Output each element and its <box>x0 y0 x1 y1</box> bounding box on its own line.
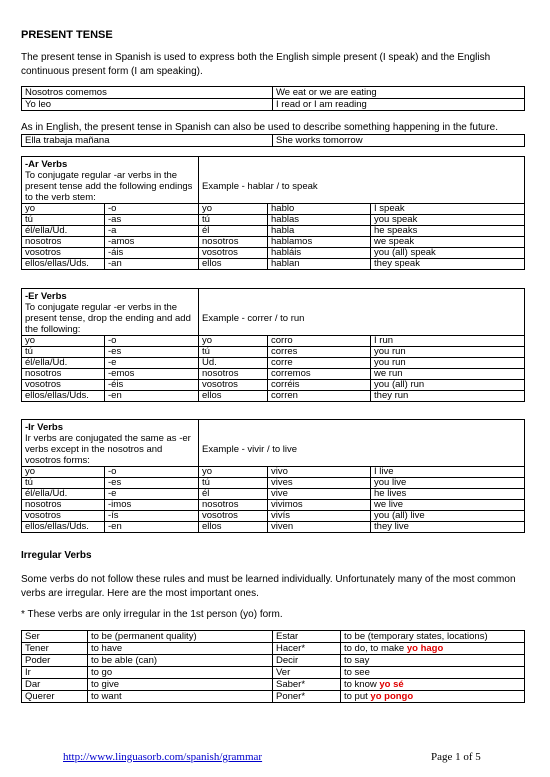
translation-cell: I run <box>371 336 525 347</box>
verb-cell: Ver <box>273 667 341 679</box>
irregular-heading: Irregular Verbs <box>21 550 92 561</box>
website-link[interactable]: http://www.linguasorb.com/spanish/grammar <box>63 751 263 763</box>
pronoun-cell: ellos/ellas/Uds. <box>22 522 105 533</box>
ar-example: Example - hablar / to speak <box>199 157 525 204</box>
ending-cell: -ís <box>105 511 199 522</box>
meaning-cell: to give <box>88 679 273 691</box>
pronoun-cell: tú <box>22 215 105 226</box>
ending-cell: -o <box>105 204 199 215</box>
example-table-2 <box>21 134 525 147</box>
table-row <box>22 336 525 347</box>
subject-cell: Ud. <box>199 358 268 369</box>
table-row <box>22 380 525 391</box>
verb-cell: Ir <box>22 667 88 679</box>
table-row <box>22 259 525 270</box>
verb-form-cell: corres <box>268 347 371 358</box>
verb-form-cell: corro <box>268 336 371 347</box>
table-row <box>22 215 525 226</box>
pronoun-cell: él/ella/Ud. <box>22 489 105 500</box>
er-intro-cell <box>22 289 199 336</box>
subject-cell: ellos <box>199 259 268 270</box>
verb-form-cell: vivís <box>268 511 371 522</box>
verb-form-cell: corren <box>268 391 371 402</box>
pronoun-cell: tú <box>22 347 105 358</box>
er-rows <box>22 336 525 402</box>
table-row <box>22 655 525 667</box>
pronoun-cell: él/ella/Ud. <box>22 226 105 237</box>
verb-cell: Estar <box>273 631 341 643</box>
ending-cell: -áis <box>105 248 199 259</box>
table-header-row <box>22 420 525 467</box>
pronoun-cell: yo <box>22 336 105 347</box>
ar-verbs-table <box>21 156 525 270</box>
pronoun-cell: yo <box>22 467 105 478</box>
meaning-text: to do, to make <box>344 643 405 654</box>
verb-form-cell: habláis <box>268 248 371 259</box>
ending-cell: -amos <box>105 237 199 248</box>
verb-form-cell: hablas <box>268 215 371 226</box>
meaning-cell: to be (permanent quality) <box>88 631 273 643</box>
subject-cell: él <box>199 226 268 237</box>
subject-cell: vosotros <box>199 511 268 522</box>
meaning-cell: to have <box>88 643 273 655</box>
ending-cell: -en <box>105 391 199 402</box>
verb-cell: Tener <box>22 643 88 655</box>
table-row <box>22 643 525 655</box>
translation-cell: we live <box>371 500 525 511</box>
english-cell: We eat or we are eating <box>273 87 525 99</box>
ar-intro-cell <box>22 157 199 204</box>
verb-form-cell: corréis <box>268 380 371 391</box>
translation-cell: they speak <box>371 259 525 270</box>
table-row <box>22 500 525 511</box>
translation-cell: you run <box>371 358 525 369</box>
translation-cell: he speaks <box>371 226 525 237</box>
subject-cell: tú <box>199 215 268 226</box>
ending-cell: -éis <box>105 380 199 391</box>
yo-form-highlight: yo hago <box>406 643 444 654</box>
pronoun-cell: nosotros <box>22 237 105 248</box>
pronoun-cell: nosotros <box>22 369 105 380</box>
translation-cell: you run <box>371 347 525 358</box>
translation-cell: he lives <box>371 489 525 500</box>
english-cell: She works tomorrow <box>273 135 525 147</box>
subject-cell: nosotros <box>199 237 268 248</box>
spanish-cell: Yo leo <box>22 99 273 111</box>
verb-cell: Querer <box>22 691 88 703</box>
ending-cell: -a <box>105 226 199 237</box>
page-title: PRESENT TENSE <box>21 29 113 41</box>
ir-intro-cell <box>22 420 199 467</box>
meaning-cell <box>341 643 525 655</box>
translation-cell: we speak <box>371 237 525 248</box>
pronoun-cell: vosotros <box>22 248 105 259</box>
translation-cell: you (all) run <box>371 380 525 391</box>
verb-cell: Hacer* <box>273 643 341 655</box>
table-row <box>22 347 525 358</box>
ending-cell: -es <box>105 347 199 358</box>
spanish-cell: Nosotros comemos <box>22 87 273 99</box>
translation-cell: they run <box>371 391 525 402</box>
meaning-cell: to be able (can) <box>88 655 273 667</box>
verb-form-cell: vives <box>268 478 371 489</box>
meaning-cell: to want <box>88 691 273 703</box>
verb-form-cell: vivo <box>268 467 371 478</box>
yo-form-highlight: yo pongo <box>370 691 414 702</box>
ending-cell: -o <box>105 467 199 478</box>
ar-intro: To conjugate regular -ar verbs in the present tense add the following endings to the verb stem: <box>25 170 193 203</box>
verb-cell: Saber* <box>273 679 341 691</box>
ir-example: Example - vivir / to live <box>199 420 525 467</box>
translation-cell: you (all) live <box>371 511 525 522</box>
subject-cell: yo <box>199 204 268 215</box>
verb-cell: Dar <box>22 679 88 691</box>
er-intro: To conjugate regular -er verbs in the present tense, drop the ending and add the following: <box>25 302 191 335</box>
subject-cell: yo <box>199 336 268 347</box>
meaning-cell <box>341 655 525 667</box>
pronoun-cell: vosotros <box>22 380 105 391</box>
subject-cell: vosotros <box>199 248 268 259</box>
table-header-row <box>22 157 525 204</box>
irregular-note: * These verbs are only irregular in the 1st person (yo) form. <box>21 609 283 620</box>
subject-cell: ellos <box>199 522 268 533</box>
english-cell: I read or I am reading <box>273 99 525 111</box>
table-row <box>22 237 525 248</box>
subject-cell: nosotros <box>199 500 268 511</box>
page-number: Page 1 of 5 <box>431 751 481 763</box>
verb-cell: Ser <box>22 631 88 643</box>
verb-cell: Poner* <box>273 691 341 703</box>
translation-cell: I live <box>371 467 525 478</box>
verb-form-cell: habla <box>268 226 371 237</box>
table-row <box>22 358 525 369</box>
example-table-1 <box>21 86 525 111</box>
translation-cell: you speak <box>371 215 525 226</box>
translation-cell: we run <box>371 369 525 380</box>
table-row <box>22 511 525 522</box>
ending-cell: -an <box>105 259 199 270</box>
ir-heading: -Ir Verbs <box>25 422 64 433</box>
meaning-text: to put <box>344 691 368 702</box>
meaning-cell <box>341 691 525 703</box>
table-row <box>22 691 525 703</box>
meaning-cell <box>341 679 525 691</box>
pronoun-cell: vosotros <box>22 511 105 522</box>
verb-cell: Poder <box>22 655 88 667</box>
pronoun-cell: nosotros <box>22 500 105 511</box>
meaning-text: to be (temporary states, locations) <box>344 631 488 642</box>
table-row <box>22 99 525 111</box>
yo-form-highlight: yo sé <box>379 679 404 690</box>
verb-cell: Decir <box>273 655 341 667</box>
ending-cell: -o <box>105 336 199 347</box>
table-row <box>22 135 525 147</box>
verb-form-cell: corre <box>268 358 371 369</box>
ending-cell: -emos <box>105 369 199 380</box>
ir-rows <box>22 467 525 533</box>
ar-heading: -Ar Verbs <box>25 159 68 170</box>
meaning-text: to know <box>344 679 377 690</box>
table-row <box>22 248 525 259</box>
translation-cell: you live <box>371 478 525 489</box>
intro-paragraph: The present tense in Spanish is used to express both the English simple present (I speak) and the English continuous present form (I am speaking). <box>21 52 491 77</box>
verb-form-cell: vive <box>268 489 371 500</box>
verb-form-cell: hablamos <box>268 237 371 248</box>
pronoun-cell: ellos/ellas/Uds. <box>22 259 105 270</box>
pronoun-cell: él/ella/Ud. <box>22 358 105 369</box>
irregular-rows <box>22 631 525 703</box>
meaning-cell: to go <box>88 667 273 679</box>
table-row <box>22 631 525 643</box>
table-row <box>22 478 525 489</box>
table-row <box>22 522 525 533</box>
ending-cell: -en <box>105 522 199 533</box>
er-verbs-table <box>21 288 525 402</box>
table-row <box>22 87 525 99</box>
ir-verbs-table <box>21 419 525 533</box>
table-row <box>22 369 525 380</box>
verb-form-cell: hablo <box>268 204 371 215</box>
table-row <box>22 667 525 679</box>
table-row <box>22 391 525 402</box>
meaning-text: to see <box>344 667 370 678</box>
subject-cell: tú <box>199 347 268 358</box>
table-row <box>22 467 525 478</box>
translation-cell: they live <box>371 522 525 533</box>
verb-form-cell: vivimos <box>268 500 371 511</box>
ending-cell: -imos <box>105 500 199 511</box>
spanish-cell: Ella trabaja mañana <box>22 135 273 147</box>
er-heading: -Er Verbs <box>25 291 67 302</box>
subject-cell: vosotros <box>199 380 268 391</box>
verb-form-cell: hablan <box>268 259 371 270</box>
ar-rows <box>22 204 525 270</box>
table-row <box>22 204 525 215</box>
meaning-cell <box>341 667 525 679</box>
meaning-text: to say <box>344 655 370 666</box>
pronoun-cell: yo <box>22 204 105 215</box>
subject-cell: él <box>199 489 268 500</box>
table-row <box>22 679 525 691</box>
ending-cell: -es <box>105 478 199 489</box>
er-example: Example - correr / to run <box>199 289 525 336</box>
irregular-paragraph: Some verbs do not follow these rules and must be learned individually. Unfortunately many of the most common verbs are irregular. Here are the most important ones. <box>21 574 516 599</box>
subject-cell: yo <box>199 467 268 478</box>
pronoun-cell: ellos/ellas/Uds. <box>22 391 105 402</box>
verb-form-cell: corremos <box>268 369 371 380</box>
translation-cell: you (all) speak <box>371 248 525 259</box>
future-note: As in English, the present tense in Spanish can also be used to describe something happening in the future. <box>21 122 498 133</box>
ending-cell: -e <box>105 489 199 500</box>
meaning-cell <box>341 631 525 643</box>
translation-cell: I speak <box>371 204 525 215</box>
subject-cell: nosotros <box>199 369 268 380</box>
ending-cell: -as <box>105 215 199 226</box>
irregular-verbs-table <box>21 630 525 703</box>
subject-cell: ellos <box>199 391 268 402</box>
ending-cell: -e <box>105 358 199 369</box>
table-row <box>22 489 525 500</box>
subject-cell: tú <box>199 478 268 489</box>
ir-intro: Ir verbs are conjugated the same as -er verbs except in the nosotros and vosotros forms: <box>25 433 191 466</box>
pronoun-cell: tú <box>22 478 105 489</box>
verb-form-cell: viven <box>268 522 371 533</box>
table-header-row <box>22 289 525 336</box>
table-row <box>22 226 525 237</box>
